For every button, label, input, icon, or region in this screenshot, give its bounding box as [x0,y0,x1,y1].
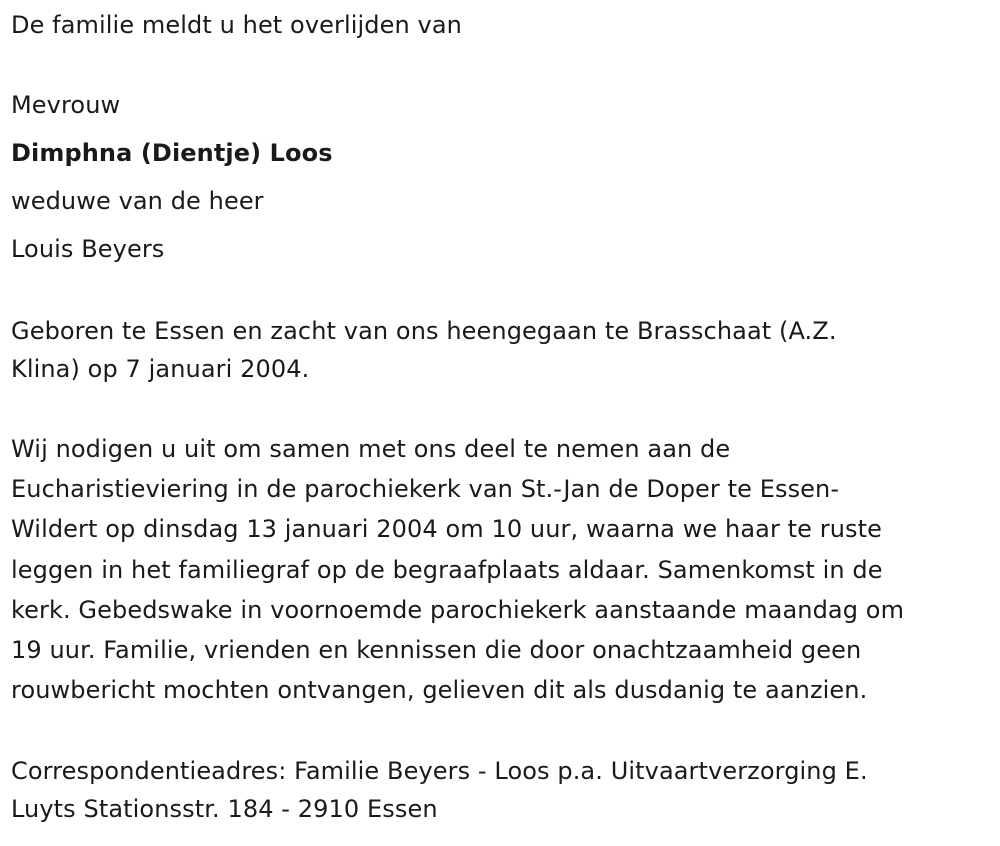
funeral-line: leggen in het familiegraf op de begraafplaats aldaar. Samenkomst in de [11,556,883,584]
funeral-line: 19 uur. Familie, vrienden en kennissen die door onachtzaamheid geen [11,636,862,664]
birth-death-line: Geboren te Essen en zacht van ons heengegaan te Brasschaat (A.Z. [11,317,837,345]
funeral-line: Eucharistieviering in de parochiekerk van St.-Jan de Doper te Essen- [11,475,840,503]
salutation: Mevrouw [11,91,121,119]
deceased-name: Dimphna (Dientje) Loos [11,139,333,167]
birth-death-line: Klina) op 7 januari 2004. [11,355,310,383]
spouse-name: Louis Beyers [11,235,165,263]
funeral-line: Wij nodigen u uit om samen met ons deel te nemen aan de [11,435,731,463]
correspondence-line: Luyts Stationsstr. 184 - 2910 Essen [11,795,438,823]
intro-text: De familie meldt u het overlijden van [11,11,462,39]
funeral-line: kerk. Gebedswake in voornoemde parochiekerk aanstaande maandag om [11,596,905,624]
widow-of-text: weduwe van de heer [11,187,264,215]
correspondence-line: Correspondentieadres: Familie Beyers - Loos p.a. Uitvaartverzorging E. [11,757,868,785]
funeral-line: Wildert op dinsdag 13 januari 2004 om 10 uur, waarna we haar te ruste [11,515,883,543]
funeral-line: rouwbericht mochten ontvangen, gelieven dit als dusdanig te aanzien. [11,676,868,704]
